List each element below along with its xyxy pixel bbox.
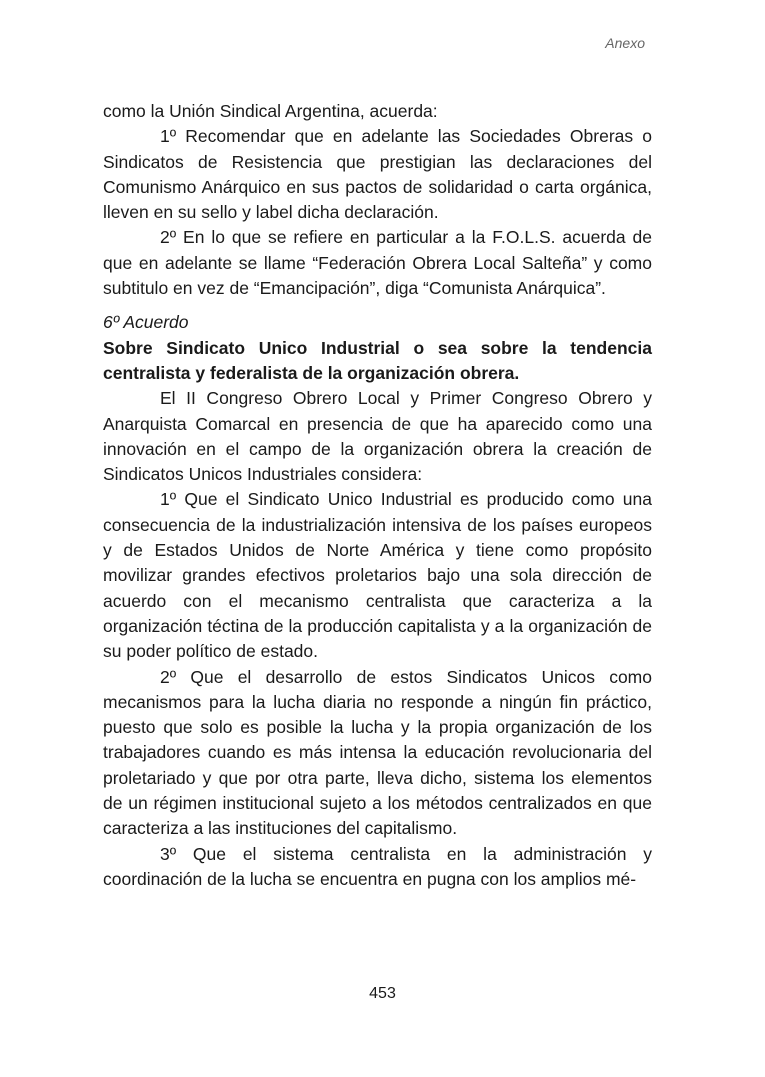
- paragraph-intro: El II Congreso Obrero Local y Primer Congreso Obrero y Anarquista Comarcal en presencia de que ha aparecido como una innovación en el campo de la organización obrera la creación de Sindicatos Unicos Industriales considera:: [103, 388, 652, 485]
- paragraph-continuation: como la Unión Sindical Argentina, acuerda:: [103, 101, 438, 121]
- running-header: Anexo: [605, 35, 645, 51]
- paragraph-point-1: 1º Que el Sindicato Unico Industrial es producido como una consecuencia de la industrialización intensiva de los países europeos y de Estados Unidos de Norte América y tiene como propósito movilizar grandes efectivos proletarios bajo una sola dirección de acuerdo con el mecanismo centralista que caracteriza a la organización téctina de la producción capitalista y a la organización de su poder político de estado.: [103, 489, 652, 662]
- page-body: [103, 99, 652, 892]
- paragraph-resolution-2: 2º En lo que se refiere en particular a la F.O.L.S. acuerda de que en adelante se llame “Federación Obrera Local Salteña” y como subtitulo en vez de “Emancipación”, diga “Comunista Anárquica”.: [103, 227, 652, 299]
- page-number: 453: [369, 985, 396, 1002]
- paragraph-point-2: 2º Que el desarrollo de estos Sindicatos Unicos como mecanismos para la lucha diaria no responde a ningún fin práctico, puesto que solo es posible la lucha y la propia organización de los trabajadores cuando es más intensa la educación revolucionaria del proletariado y que por otra parte, lleva dicho, sistema los elementos de un régimen institucional sujeto a los métodos centralizados en que caracteriza a las instituciones del capitalismo.: [103, 666, 652, 839]
- section-heading: Sobre Sindicato Unico Industrial o sea sobre la tendencia centralista y federalista de la organización obrera.: [103, 337, 652, 383]
- paragraph-point-3: 3º Que el sistema centralista en la administración y coordinación de la lucha se encuentra en pugna con los amplios mé-: [103, 843, 652, 889]
- section-subtitle: 6º Acuerdo: [103, 312, 189, 333]
- paragraph-resolution-1: 1º Recomendar que en adelante las Sociedades Obreras o Sindicatos de Resistencia que prestigian las declaraciones del Comunismo Anárquico en sus pactos de solidaridad o carta orgánica, lleven en su sello y label dicha declaración.: [103, 126, 652, 223]
